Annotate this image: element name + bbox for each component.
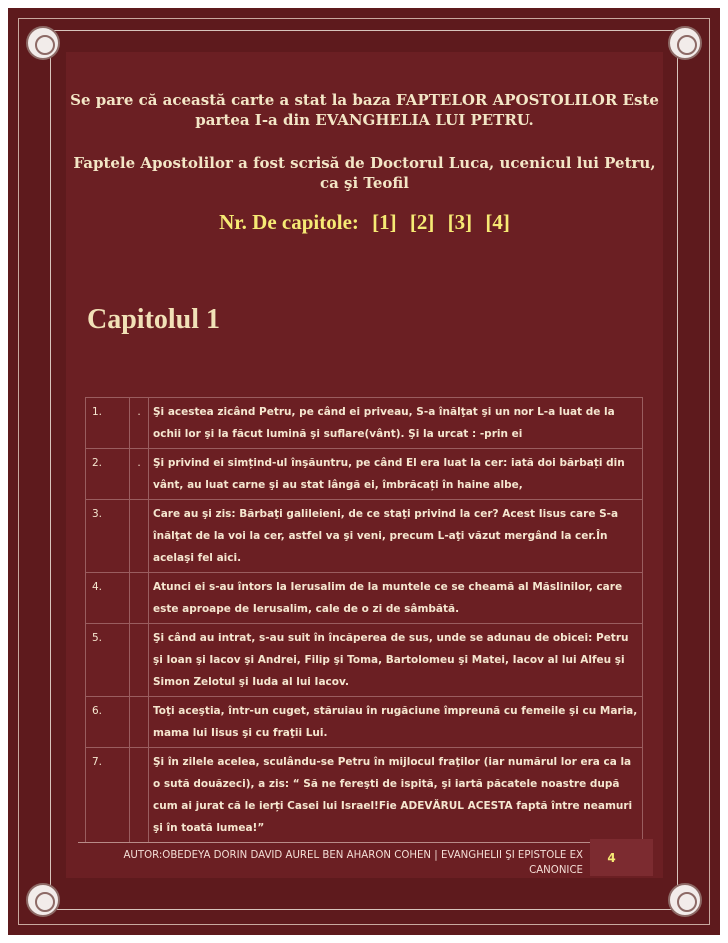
verse-number: 5. [86, 624, 130, 697]
page-number: 4 [607, 850, 616, 865]
chapter-link-4[interactable]: [4] [485, 210, 510, 234]
intro-line: Faptele Apostolilor a fost scrisă de Doctorul Luca, ucenicul lui Petru, [73, 154, 656, 172]
corner-ornament-icon [668, 883, 702, 917]
verse-number: 2. [86, 449, 130, 500]
verse-marker [130, 748, 149, 843]
table-row [86, 449, 643, 500]
footer-author-line: CANONICE [529, 865, 583, 876]
verse-text: Şi privind ei simțind-ul înşăuntru, pe când El era luat la cer: iată doi bărbați din vânt, au luat carne şi au stat lângă ei, îmbrăcați în haine albe, [149, 449, 643, 500]
chapters-label: Nr. De capitole: [219, 210, 359, 234]
verse-number: 4. [86, 573, 130, 624]
footer-author-line: AUTOR:OBEDEYA DORIN DAVID AUREL BEN AHARON COHEN | EVANGHELII ŞI EPISTOLE EX [123, 850, 583, 861]
table-row [86, 748, 643, 843]
verses-table [85, 397, 643, 843]
footer-divider [78, 842, 649, 843]
verse-marker: . [130, 449, 149, 500]
intro-line: partea I-a din EVANGHELIA LUI PETRU. [195, 111, 534, 129]
verse-marker [130, 573, 149, 624]
table-row [86, 624, 643, 697]
intro-line: ca şi Teofil [319, 174, 410, 192]
table-row [86, 398, 643, 449]
verse-marker [130, 624, 149, 697]
chapter-link-3[interactable]: [3] [447, 210, 473, 234]
verse-marker: . [130, 398, 149, 449]
verse-number: 3. [86, 500, 130, 573]
intro-text [66, 90, 663, 130]
intro-line: Se pare că această carte a stat la baza FAPTELOR APOSTOLILOR Este [70, 91, 659, 109]
verse-text: Toţi aceştia, într-un cuget, stăruiau în rugăciune împreună cu femeile şi cu Maria, mama lui Iisus şi cu fraţii Lui. [149, 697, 643, 748]
chapter-link-1[interactable]: [1] [372, 210, 397, 234]
verse-text: Şi când au intrat, s-au suit în încăperea de sus, unde se adunau de obicei: Petru şi Ioan şi Iacov şi Andrei, Filip şi Toma, Bartolomeu şi Matei, Iacov al lui Alfeu şi Simon Zelotul şi Iuda al lui Iacov. [149, 624, 643, 697]
verse-number: 1. [86, 398, 130, 449]
verse-text: Şi în zilele acelea, sculându-se Petru în mijlocul fraţilor (iar numărul lor era ca la o sută douăzeci), a zis: “ Să ne fereşti de ispită, şi iartă păcatele noastre după cum ai jurat că le ierți Casei lui Israel!Fie ADEVĂRUL ACESTA faptă între neamuri şi în toată lumea!” [149, 748, 643, 843]
corner-ornament-icon [26, 26, 60, 60]
verse-marker [130, 500, 149, 573]
verse-text: Care au şi zis: Bărbaţi galileieni, de ce staţi privind la cer? Acest Iisus care S-a înălţat de la voi la cer, astfel va şi veni, precum L-aţi văzut mergând la cer.În acelaşi fel aici. [149, 500, 643, 573]
chapter-title: Capitolul 1 [87, 304, 221, 335]
verse-marker [130, 697, 149, 748]
document-page [66, 52, 663, 878]
page-number-box [590, 839, 653, 876]
verse-number: 6. [86, 697, 130, 748]
corner-ornament-icon [26, 883, 60, 917]
chapters-nav [66, 210, 663, 235]
table-row [86, 573, 643, 624]
corner-ornament-icon [668, 26, 702, 60]
chapter-link-2[interactable]: [2] [409, 210, 435, 234]
verse-number: 7. [86, 748, 130, 843]
table-row [86, 500, 643, 573]
intro-text-luca [66, 153, 663, 193]
table-row [86, 697, 643, 748]
footer-author [117, 848, 583, 878]
verse-text: Atunci ei s-au întors la Ierusalim de la muntele ce se cheamă al Măslinilor, care este aproape de Ierusalim, cale de o zi de sâmbătă. [149, 573, 643, 624]
verse-text: Şi acestea zicând Petru, pe când ei priveau, S-a înălţat şi un nor L-a luat de la ochii lor şi la făcut lumină şi suflare(vânt). Şi la urcat : -prin ei [149, 398, 643, 449]
